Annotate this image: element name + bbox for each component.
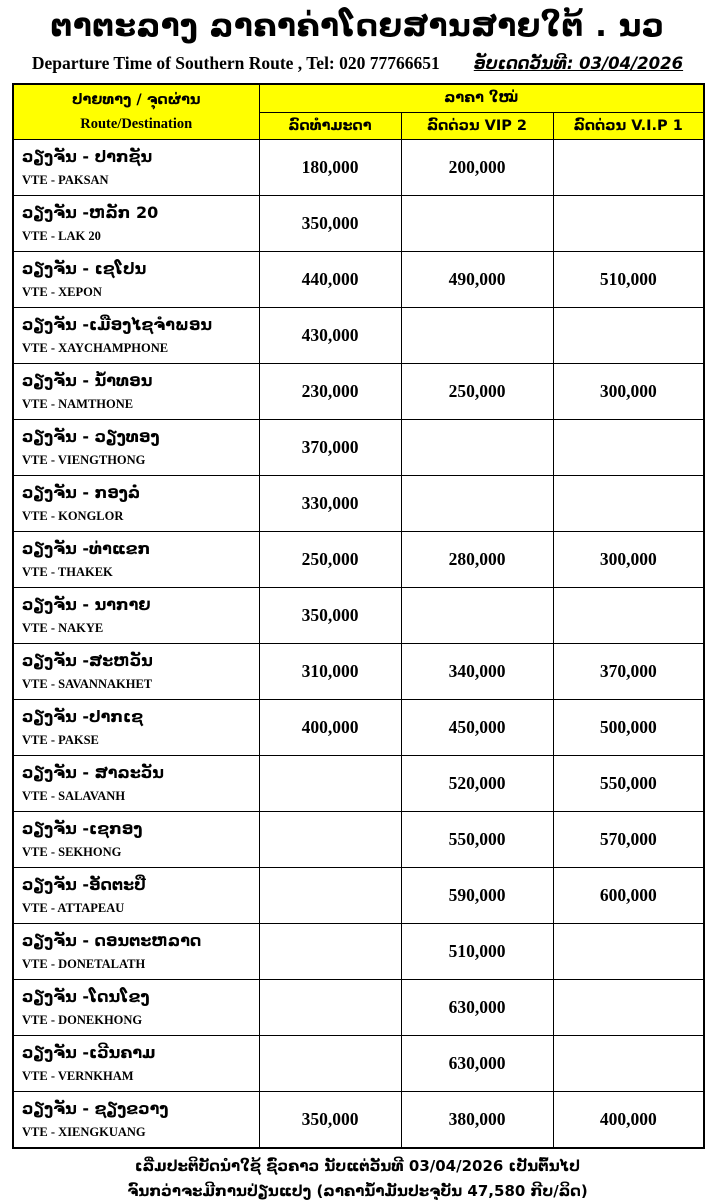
route-name-en: VTE - SALAVANH <box>22 788 126 803</box>
route-name-en: VTE - XEPON <box>22 284 102 299</box>
price-cell-vip1 <box>553 924 704 980</box>
price-cell-vip1: 500,000 <box>553 700 704 756</box>
table-row <box>13 252 704 308</box>
price-cell-vip1: 300,000 <box>553 532 704 588</box>
price-cell-ordinary: 350,000 <box>259 196 401 252</box>
price-cell-vip2: 380,000 <box>401 1092 553 1149</box>
price-cell-vip2: 630,000 <box>401 980 553 1036</box>
route-name-lao: ວຽງຈັນ -ອັດຕະປື <box>22 874 146 894</box>
route-name-en: VTE - VERNKHAM <box>22 1068 134 1083</box>
table-row <box>13 532 704 588</box>
route-cell <box>13 140 259 196</box>
route-name-lao: ວຽງຈັນ -ເຊກອງ <box>22 818 143 838</box>
table-row <box>13 700 704 756</box>
route-cell <box>13 644 259 700</box>
price-cell-vip1: 400,000 <box>553 1092 704 1149</box>
table-row <box>13 196 704 252</box>
column-header-vip1-bus: ລົດດ່ວນ V.I.P 1 <box>553 112 704 140</box>
price-cell-ordinary: 400,000 <box>259 700 401 756</box>
price-cell-vip2 <box>401 308 553 364</box>
table-row <box>13 420 704 476</box>
price-cell-ordinary <box>259 756 401 812</box>
price-cell-vip1 <box>553 140 704 196</box>
price-cell-vip2: 340,000 <box>401 644 553 700</box>
price-cell-ordinary: 230,000 <box>259 364 401 420</box>
price-cell-vip2: 450,000 <box>401 700 553 756</box>
price-cell-vip1: 510,000 <box>553 252 704 308</box>
price-cell-vip1: 600,000 <box>553 868 704 924</box>
price-cell-vip2 <box>401 476 553 532</box>
route-cell <box>13 812 259 868</box>
table-row <box>13 1036 704 1092</box>
route-name-en: VTE - LAK 20 <box>22 228 101 243</box>
subtitle-row <box>0 53 715 74</box>
fare-table <box>12 83 705 1149</box>
route-cell <box>13 868 259 924</box>
price-cell-vip2 <box>401 196 553 252</box>
route-name-en: VTE - NAMTHONE <box>22 396 134 411</box>
price-cell-ordinary: 310,000 <box>259 644 401 700</box>
table-row <box>13 924 704 980</box>
price-cell-ordinary <box>259 812 401 868</box>
route-cell <box>13 1092 259 1149</box>
route-cell <box>13 924 259 980</box>
fare-table-header <box>13 84 704 140</box>
route-name-lao: ວຽງຈັນ - ກອງລໍ່ <box>22 482 141 502</box>
price-cell-ordinary: 250,000 <box>259 532 401 588</box>
route-name-en: VTE - PAKSE <box>22 732 99 747</box>
price-cell-vip1: 370,000 <box>553 644 704 700</box>
column-header-ordinary-bus: ລົດທຳມະດາ <box>259 112 401 140</box>
route-name-lao: ວຽງຈັນ - ສາລະວັນ <box>22 762 164 782</box>
route-name-en: VTE - VIENGTHONG <box>22 452 146 467</box>
update-date: ອັບເດດວັນທີ: 03/04/2026 <box>473 54 684 73</box>
price-cell-ordinary: 350,000 <box>259 588 401 644</box>
price-cell-vip2: 550,000 <box>401 812 553 868</box>
price-cell-vip2: 590,000 <box>401 868 553 924</box>
route-name-en: VTE - SAVANNAKHET <box>22 676 153 691</box>
page-title: ຕາຕະລາງ ລາຄາຄ່າໂດຍສານສາຍໃຕ້ . ນວ <box>50 8 665 44</box>
route-name-lao: ວຽງຈັນ - ດອນຕະຫລາດ <box>22 930 202 950</box>
route-name-lao: ວຽງຈັນ - ປາກຊັນ <box>22 146 153 166</box>
price-cell-ordinary: 440,000 <box>259 252 401 308</box>
route-name-lao: ວຽງຈັນ -ປາກເຊ <box>22 706 144 726</box>
route-header-en: Route/Destination <box>80 115 193 132</box>
price-group-header: ລາຄາ ໃໝ່ <box>259 84 704 112</box>
route-name-en: VTE - THAKEK <box>22 564 113 579</box>
price-cell-vip1 <box>553 308 704 364</box>
route-cell <box>13 420 259 476</box>
route-name-lao: ວຽງຈັນ -ໂດນໂຂງ <box>22 986 150 1006</box>
table-row <box>13 364 704 420</box>
route-destination-header <box>13 84 259 140</box>
route-name-en: VTE - DONETALATH <box>22 956 146 971</box>
table-row <box>13 868 704 924</box>
price-cell-vip1 <box>553 588 704 644</box>
route-cell <box>13 364 259 420</box>
route-name-en: VTE - ATTAPEAU <box>22 900 125 915</box>
price-cell-ordinary <box>259 1036 401 1092</box>
price-cell-vip2: 200,000 <box>401 140 553 196</box>
route-name-lao: ວຽງຈັນ - ນ້ຳທອນ <box>22 370 153 390</box>
route-name-lao: ວຽງຈັນ -ເວີນຄາມ <box>22 1042 156 1062</box>
table-row <box>13 140 704 196</box>
price-cell-vip2 <box>401 588 553 644</box>
price-cell-vip2 <box>401 420 553 476</box>
route-cell <box>13 980 259 1036</box>
price-cell-vip2: 630,000 <box>401 1036 553 1092</box>
footer-notes <box>0 1157 715 1200</box>
fare-table-body <box>13 140 704 1149</box>
price-cell-ordinary: 430,000 <box>259 308 401 364</box>
price-cell-vip2: 520,000 <box>401 756 553 812</box>
price-cell-vip2: 510,000 <box>401 924 553 980</box>
price-cell-vip2: 250,000 <box>401 364 553 420</box>
table-row <box>13 588 704 644</box>
route-cell <box>13 252 259 308</box>
route-name-en: VTE - PAKSAN <box>22 172 109 187</box>
route-name-lao: ວຽງຈັນ - ເຊໂປນ <box>22 258 147 278</box>
route-cell <box>13 700 259 756</box>
route-cell <box>13 756 259 812</box>
price-cell-vip1: 550,000 <box>553 756 704 812</box>
table-row <box>13 644 704 700</box>
route-name-lao: ວຽງຈັນ -ເມືອງໄຊຈຳພອນ <box>22 314 213 334</box>
route-cell <box>13 308 259 364</box>
route-cell <box>13 196 259 252</box>
route-cell <box>13 1036 259 1092</box>
price-cell-ordinary <box>259 980 401 1036</box>
price-cell-ordinary: 180,000 <box>259 140 401 196</box>
route-name-lao: ວຽງຈັນ - ວຽງທອງ <box>22 426 160 446</box>
table-row <box>13 980 704 1036</box>
route-header-lao: ປາຍທາງ / ຈຸດຜ່ານ <box>71 91 201 108</box>
route-name-en: VTE - DONEKHONG <box>22 1012 143 1027</box>
route-name-en: VTE - KONGLOR <box>22 508 124 523</box>
route-name-lao: ວຽງຈັນ -ຫລັກ 20 <box>22 202 159 222</box>
price-cell-ordinary: 370,000 <box>259 420 401 476</box>
price-cell-vip1: 300,000 <box>553 364 704 420</box>
table-row <box>13 812 704 868</box>
footer-note-line2: ຈົນກວ່າຈະມີການປ່ຽນແປງ (ລາຄານ້ຳມັນປະຈຸບັນ 47,580 ກີບ/ລິດ) <box>127 1182 588 1200</box>
price-cell-vip1 <box>553 420 704 476</box>
route-name-en: VTE - XIENGKUANG <box>22 1124 146 1139</box>
column-header-vip2-bus: ລົດດ່ວນ VIP 2 <box>401 112 553 140</box>
route-name-en: VTE - SEKHONG <box>22 844 122 859</box>
price-cell-ordinary <box>259 868 401 924</box>
route-cell <box>13 588 259 644</box>
route-name-lao: ວຽງຈັນ - ຊຽງຂວາງ <box>22 1098 169 1118</box>
price-cell-vip1 <box>553 196 704 252</box>
route-name-en: VTE - XAYCHAMPHONE <box>22 340 169 355</box>
subtitle-english: Departure Time of Southern Route , Tel: 020 77766651 <box>31 53 440 73</box>
price-cell-vip2: 280,000 <box>401 532 553 588</box>
route-name-lao: ວຽງຈັນ -ທ່າແຂກ <box>22 538 151 558</box>
price-cell-vip2: 490,000 <box>401 252 553 308</box>
footer-note-line1: ເລີ່ມປະຕິບັດນຳໃຊ້ ຊົ່ວຄາວ ນັບແຕ່ວັນທີ 03/04/2026 ເປັນຕົ້ນໄປ <box>134 1157 581 1175</box>
price-cell-vip1 <box>553 980 704 1036</box>
table-row <box>13 756 704 812</box>
table-row <box>13 476 704 532</box>
route-cell <box>13 532 259 588</box>
price-cell-ordinary: 350,000 <box>259 1092 401 1149</box>
price-cell-ordinary: 330,000 <box>259 476 401 532</box>
route-cell <box>13 476 259 532</box>
price-cell-vip1 <box>553 476 704 532</box>
price-cell-ordinary <box>259 924 401 980</box>
table-row <box>13 1092 704 1149</box>
route-name-lao: ວຽງຈັນ - ນາກາຍ <box>22 594 151 614</box>
route-name-en: VTE - NAKYE <box>22 620 104 635</box>
table-row <box>13 308 704 364</box>
route-name-lao: ວຽງຈັນ -ສະຫວັນ <box>22 650 153 670</box>
price-cell-vip1 <box>553 1036 704 1092</box>
price-cell-vip1: 570,000 <box>553 812 704 868</box>
